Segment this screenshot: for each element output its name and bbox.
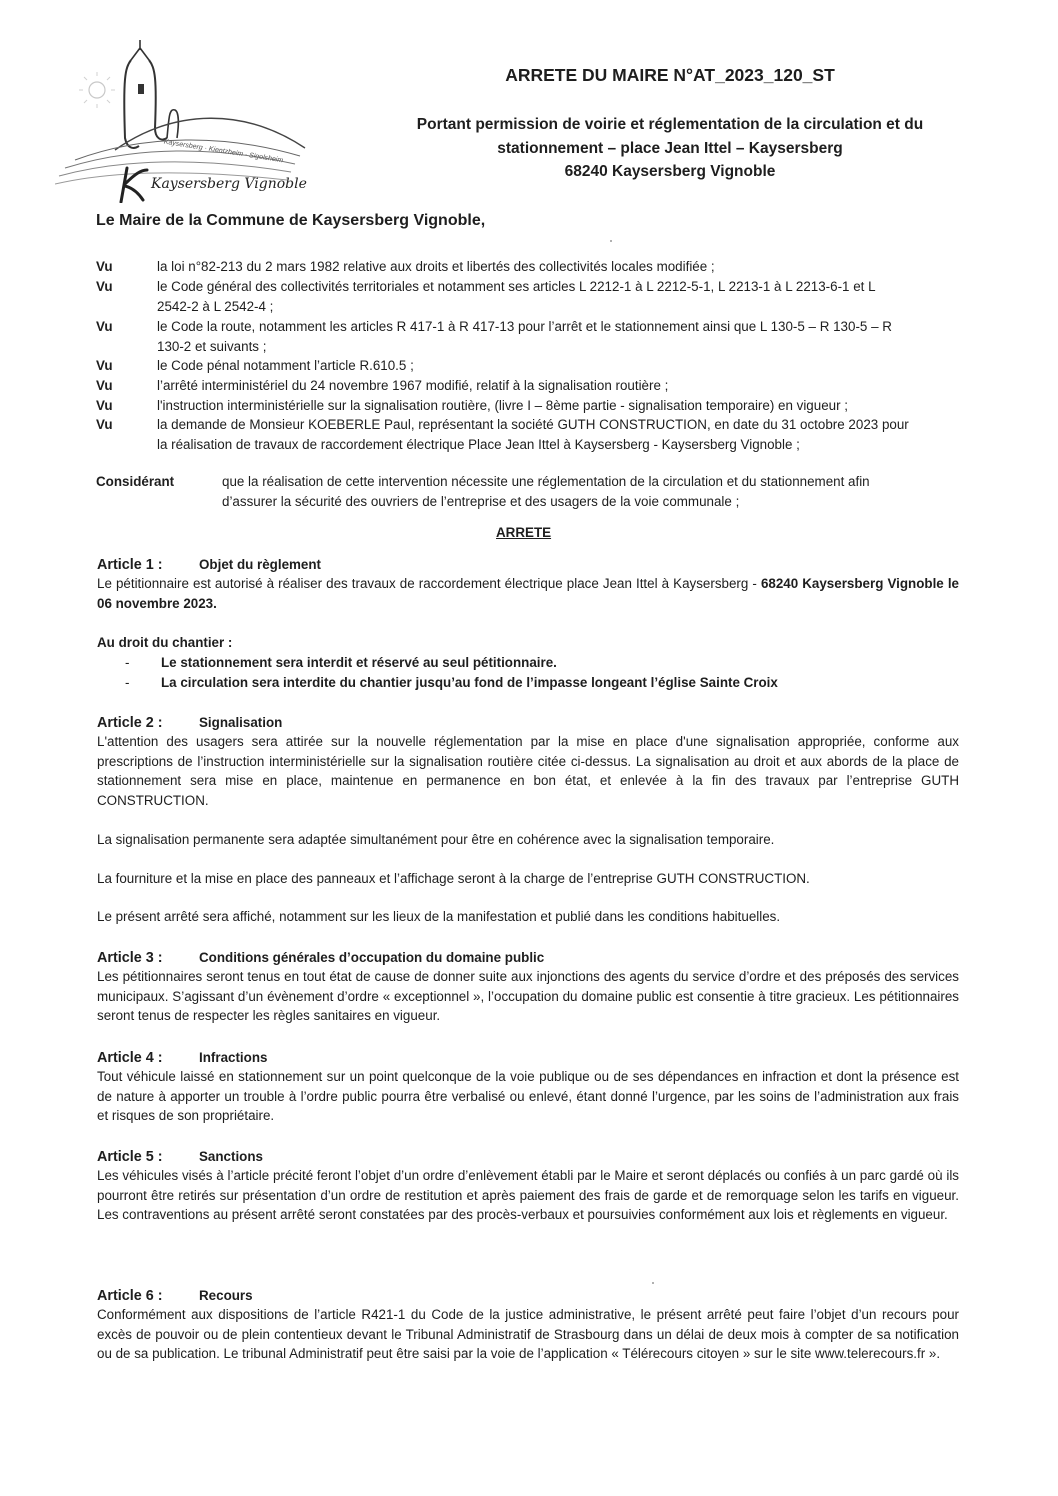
article-3-heading	[97, 948, 544, 969]
article-4-heading	[97, 1048, 267, 1069]
arrete-heading: ARRETE	[496, 525, 552, 540]
article-title: Signalisation	[199, 715, 283, 730]
article-1-heading	[97, 555, 321, 576]
article-3-paragraph-1: Les pétitionnaires seront tenus en tout état de cause de donner suite aux injonctions des agents du service d’ordre et des préposés des services municipaux. S’agissant d’un évènement d’ordre « exceptionnel », l’occupation du domaine public est consentie à titre gracieux. Les pétitionnaires seront tenus de respecter les règles sanitaires en vigueur.	[97, 969, 959, 1024]
vu-text-line: le Code pénal notamment l’article R.610.5 ;	[157, 358, 414, 373]
article-2-paragraph-2: La signalisation permanente sera adaptée simultanément pour être en cohérence avec la signalisation temporaire.	[97, 832, 775, 847]
article-2-paragraph-3: La fourniture et la mise en place des panneaux et l’affichage seront à la charge de l’entreprise GUTH CONSTRUCTION.	[97, 871, 810, 886]
subtitle-line-3: 68240 Kaysersberg Vignoble	[564, 163, 776, 180]
article-title: Sanctions	[199, 1149, 263, 1164]
list-item-text: La circulation sera interdite du chantier jusqu’au fond de l’impasse longeant l’église Sainte Croix	[161, 674, 778, 690]
article-1-text-a: Le pétitionnaire est autorisé à réaliser des travaux de raccordement électrique place Jean Ittel à Kaysersberg -	[97, 576, 761, 591]
logo-name-text: Kaysersberg Vignoble	[151, 176, 307, 192]
vu-text-line: la demande de Monsieur KOEBERLE Paul, représentant la société GUTH CONSTRUCTION, en date du 31 octobre 2023 pour	[157, 417, 909, 432]
chantier-label: Au droit du chantier :	[97, 635, 233, 650]
vu-label: Vu	[96, 279, 113, 294]
mayor-heading: Le Maire de la Commune de Kaysersberg Vignoble,	[96, 212, 486, 229]
vu-item	[96, 376, 966, 396]
decree-subtitle	[340, 113, 1000, 184]
vu-label: Vu	[96, 417, 113, 432]
scan-speck	[652, 1282, 654, 1284]
vu-label: Vu	[96, 358, 113, 373]
subtitle-line-2: stationnement – place Jean Ittel – Kaysersberg	[497, 139, 843, 157]
vu-text-line: l’arrêté interministériel du 24 novembre 1967 modifié, relatif à la signalisation routière ;	[157, 378, 669, 393]
considerant-line-1: que la réalisation de cette intervention nécessite une réglementation de la circulation et du stationnement afin	[222, 474, 870, 489]
considerant-label: Considérant	[96, 474, 175, 489]
vu-text-line: l'instruction interministérielle sur la signalisation routière, (livre I – 8ème partie - signalisation temporaire) en vigueur ;	[157, 398, 848, 413]
article-number: Article 4 :	[97, 1050, 163, 1066]
vu-text-line: la loi n°82-213 du 2 mars 1982 relative aux droits et libertés des collectivités locales modifiée ;	[157, 259, 715, 274]
vu-text-line: le Code général des collectivités territoriales et notamment ses articles L 2212-1 à L 2212-5-1, L 2213-1 à L 2213-6-1 et L	[157, 279, 876, 294]
vu-item	[96, 317, 966, 356]
article-5-heading	[97, 1147, 263, 1168]
vu-item	[96, 415, 966, 454]
article-6-heading	[97, 1286, 253, 1307]
list-item	[125, 653, 925, 673]
vu-item	[96, 356, 966, 376]
vu-label: Vu	[96, 259, 113, 274]
article-2-paragraph-1: L'attention des usagers sera attirée sur la nouvelle réglementation par la mise en place d'une signalisation appropriée, conforme aux prescriptions de l’instruction interministérielle sur la signalisation routière citée ci-dessus. La signalisation au droit et aux abords de la place de stationnement sera mise en place, maintenue en permanence en bon état, et enlevée à la fin des travaux par l’entreprise GUTH CONSTRUCTION.	[97, 734, 959, 808]
list-item	[125, 673, 925, 693]
list-item-text: Le stationnement sera interdit et réservé au seul pétitionnaire.	[161, 655, 557, 670]
commune-logo	[55, 38, 315, 203]
chantier-list	[125, 653, 925, 692]
vu-item	[96, 257, 966, 277]
article-1-text	[97, 574, 959, 613]
dash-bullet-icon: -	[125, 655, 130, 670]
article-number: Article 5 :	[97, 1149, 163, 1165]
logo-communes-text: Kaysersberg · Kientzheim · Sigolsheim	[163, 138, 284, 165]
article-5-paragraph-1: Les véhicules visés à l’article précité feront l’objet d’un ordre d’enlèvement établi par le Maire et seront déplacés ou confiés à un parc gardé où ils pourront être retirés sur présentation d’un ordre de restitution et après paiement des frais de garde et de remorquage selon les tarifs en vigueur. Les contraventions au présent arrêté seront constatées par des procès-verbaux et poursuivies conformément aux lois et règlements en vigueur.	[97, 1168, 959, 1223]
considerant-line-2: d’assurer la sécurité des ouvriers de l’entreprise et des usagers de la voie communale ;	[222, 493, 740, 509]
vu-label: Vu	[96, 378, 113, 393]
subtitle-line-1: Portant permission de voirie et réglementation de la circulation et du	[416, 116, 924, 133]
considerant-text	[222, 472, 958, 511]
vu-text-line: 2542-2 à L 2542-4 ;	[157, 298, 274, 314]
vu-label: Vu	[96, 319, 113, 334]
dash-bullet-icon: -	[125, 674, 130, 690]
vu-item	[96, 396, 966, 416]
scan-speck	[610, 240, 612, 242]
vu-item	[96, 277, 966, 316]
article-4-paragraph-1: Tout véhicule laissé en stationnement sur un point quelconque de la voie publique ou de ses dépendances en infraction et dont la présence est de nature à apporter un trouble à l’ordre public pourra être verbalisé ou enlevé, étant donné l’urgence, par les soins de l’administration aux frais et risques de son propriétaire.	[97, 1069, 959, 1124]
vu-label: Vu	[96, 398, 113, 413]
article-number: Article 6 :	[97, 1288, 163, 1304]
vu-text-line: la réalisation de travaux de raccordement électrique Place Jean Ittel à Kaysersberg - Kaysersberg Vignoble ;	[157, 436, 800, 452]
article-1-text-b: 68240 Kaysersberg Vignoble le 06 novembre 2023.	[97, 576, 959, 611]
article-title: Objet du règlement	[199, 557, 322, 572]
article-title: Infractions	[199, 1050, 268, 1065]
vu-text-line: le Code la route, notamment les articles R 417-1 à R 417-13 pour l’arrêt et le stationnement ainsi que L 130-5 – R 130-5 – R	[157, 319, 892, 334]
article-2-paragraph-4: Le présent arrêté sera affiché, notamment sur les lieux de la manifestation et publié dans les conditions habituelles.	[97, 909, 781, 924]
article-title: Conditions générales d’occupation du domaine public	[199, 950, 545, 965]
article-6-paragraph-1: Conformément aux dispositions de l’article R421-1 du Code de la justice administrative, le présent arrêté peut faire l’objet d’un recours pour excès de pouvoir ou de plein contentieux devant le Tribunal Administratif de Strasbourg dans un délai de deux mois à compter de sa notification ou de sa publication. Le tribunal Administratif peut être saisi par la voie de l’application « Télérecours citoyen » sur le site www.telerecours.fr ».	[97, 1307, 959, 1362]
article-number: Article 3 :	[97, 950, 163, 966]
article-number: Article 1 :	[97, 557, 163, 573]
article-title: Recours	[199, 1288, 253, 1303]
vu-text-line: 130-2 et suivants ;	[157, 338, 267, 354]
article-number: Article 2 :	[97, 715, 163, 731]
decree-title: ARRETE DU MAIRE N°AT_2023_120_ST	[505, 65, 835, 85]
article-2-heading	[97, 713, 282, 734]
